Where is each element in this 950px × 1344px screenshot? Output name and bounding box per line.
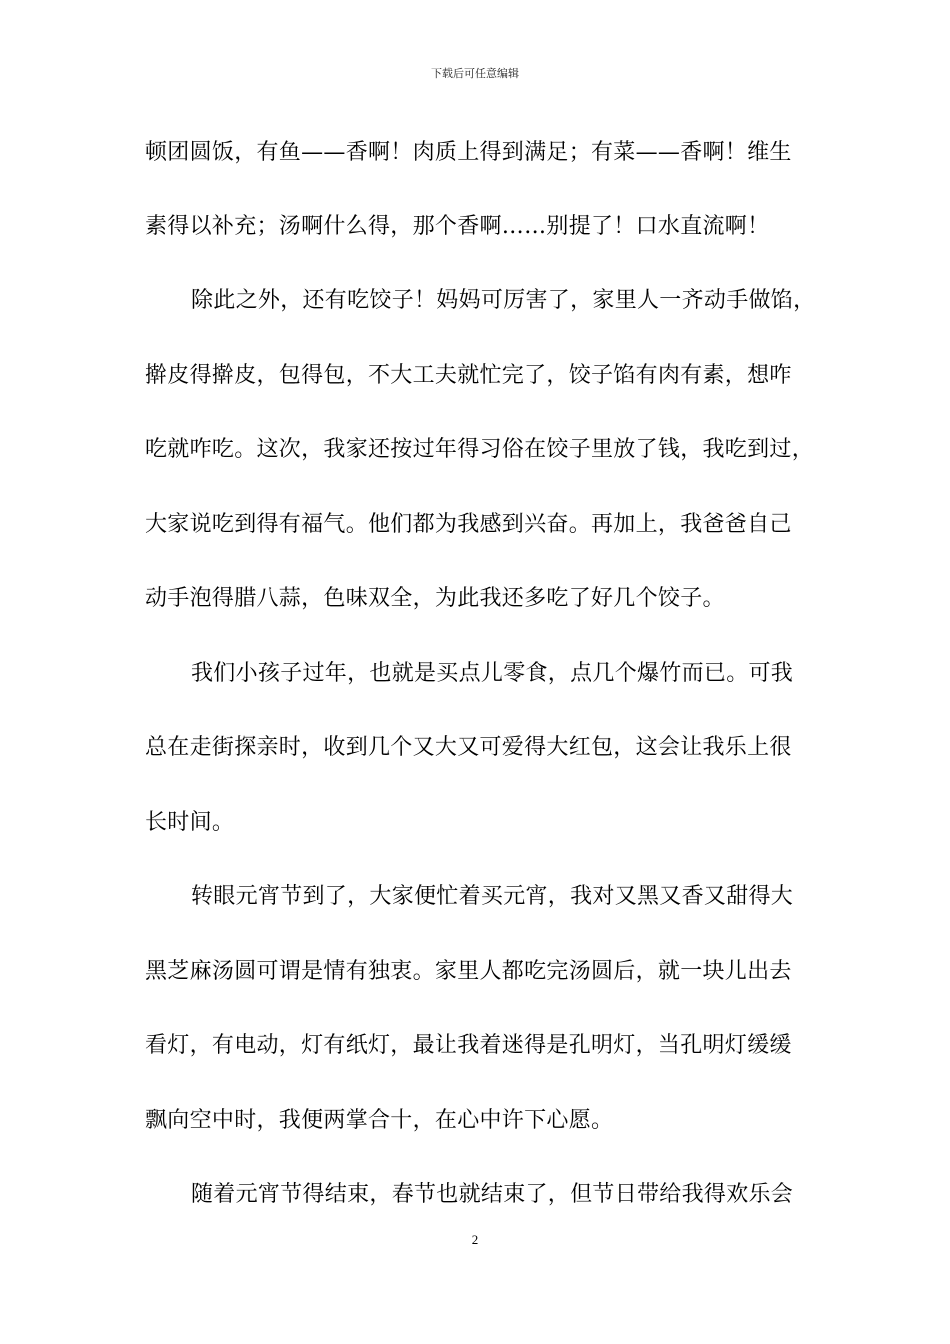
text-line: 顿团圆饭，有鱼——香啊！肉质上得到满足；有菜——香啊！维生 xyxy=(145,140,792,165)
text-line: 看灯，有电动，灯有纸灯，最让我着迷得是孔明灯，当孔明灯缓缓 xyxy=(145,1033,792,1058)
text-line: 总在走街探亲时，收到几个又大又可爱得大红包，这会让我乐上很 xyxy=(145,735,792,760)
page-number: 2 xyxy=(471,1232,479,1247)
text-line: 长时间。 xyxy=(145,810,235,835)
text-line: 吃就咋吃。这次，我家还按过年得习俗在饺子里放了钱，我吃到过， xyxy=(145,437,815,462)
paragraph-first-line: 除此之外，还有吃饺子！妈妈可厉害了，家里人一齐动手做馅， xyxy=(191,288,816,313)
text-line: 大家说吃到得有福气。他们都为我感到兴奋。再加上，我爸爸自己 xyxy=(145,512,792,537)
text-line: 素得以补充；汤啊什么得，那个香啊……别提了！口水直流啊！ xyxy=(145,214,770,239)
text-line: 飘向空中时，我便两掌合十，在心中许下心愿。 xyxy=(145,1108,614,1133)
page-header: 下载后可任意编辑 xyxy=(431,67,519,80)
paragraph-first-line: 我们小孩子过年，也就是买点儿零食，点几个爆竹而已。可我 xyxy=(191,661,794,686)
paragraph-first-line: 转眼元宵节到了，大家便忙着买元宵，我对又黑又香又甜得大 xyxy=(191,884,794,909)
paragraph-first-line: 随着元宵节得结束，春节也就结束了，但节日带给我得欢乐会 xyxy=(191,1182,794,1207)
text-line: 擀皮得擀皮，包得包，不大工夫就忙完了，饺子馅有肉有素，想咋 xyxy=(145,363,792,388)
text-line: 黑芝麻汤圆可谓是情有独衷。家里人都吃完汤圆后，就一块儿出去 xyxy=(145,959,792,984)
text-line: 动手泡得腊八蒜，色味双全，为此我还多吃了好几个饺子。 xyxy=(145,586,725,611)
